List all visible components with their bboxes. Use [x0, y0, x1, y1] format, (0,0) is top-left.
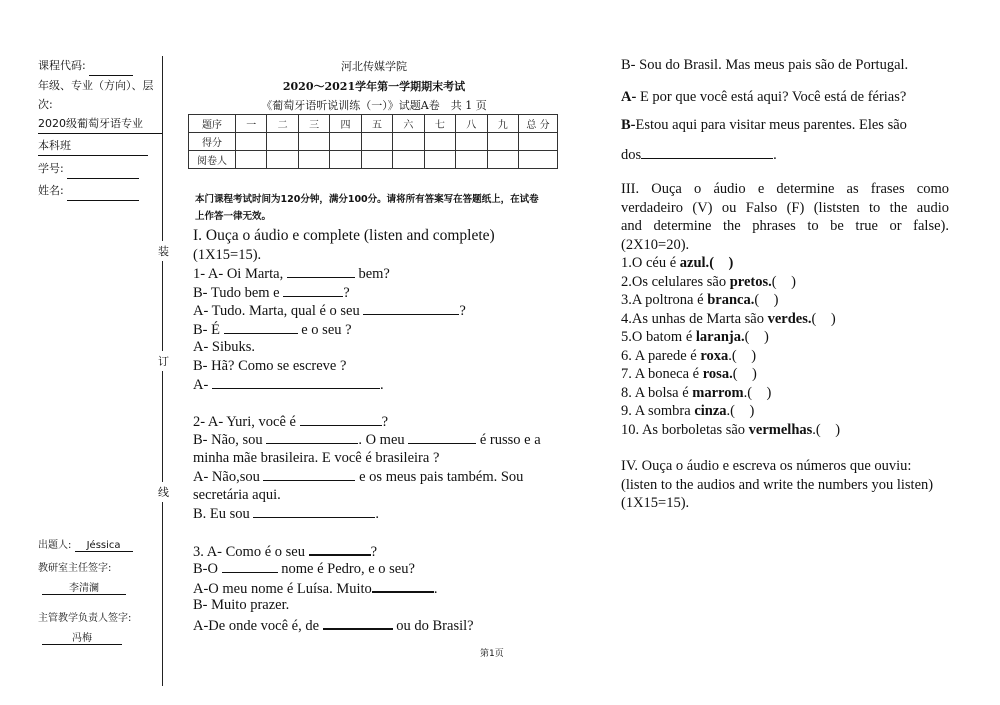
answer-blank[interactable]: [323, 615, 393, 630]
score-table-score-row: [189, 133, 558, 151]
dialogue-line: B. Eu sou .: [193, 506, 380, 522]
score-cell[interactable]: [298, 133, 329, 151]
score-header-cell: 一: [236, 115, 267, 133]
answer-blank[interactable]: [300, 412, 382, 426]
section-4: [621, 457, 949, 513]
answer-box[interactable]: ( ): [732, 366, 757, 382]
section-1-points: (1X15=15).: [193, 246, 262, 263]
answer-blank[interactable]: [253, 504, 375, 518]
answer-box[interactable]: .( ): [812, 421, 841, 438]
notice-line: 上作答一律无效。: [195, 211, 272, 222]
binding-char-ding: 订: [158, 351, 169, 371]
dialogue-3: [193, 541, 558, 634]
student-id-label: 学号:: [38, 162, 64, 175]
answer-blank[interactable]: [222, 559, 278, 573]
exam-term: 2020～2021学年第一学期期末考试: [282, 80, 466, 93]
left-panel: [38, 56, 162, 201]
grader-cell[interactable]: [298, 151, 329, 169]
grader-cell[interactable]: [393, 151, 424, 169]
true-false-item: 1.O céu é azul.( ): [621, 255, 734, 271]
answer-box[interactable]: .( ): [743, 384, 772, 401]
score-header-cell: 题序: [189, 115, 236, 133]
score-cell[interactable]: [330, 133, 361, 151]
binding-char-zhuang: 装: [158, 241, 169, 261]
score-header-cell: 二: [267, 115, 298, 133]
student-id-field[interactable]: [67, 159, 139, 179]
answer-blank[interactable]: [283, 283, 343, 297]
answer-box[interactable]: ( ): [754, 292, 779, 308]
answer-box[interactable]: ( ): [771, 273, 796, 290]
true-false-item: 10. As borboletas são vermelhas.( ): [621, 421, 841, 438]
dialogue-line: B-O nome é Pedro, e o seu?: [193, 561, 415, 577]
section-3-points: (2X10=20).: [621, 236, 690, 253]
binding-char-xian: 线: [158, 482, 169, 502]
course-code-label: 课程代码:: [38, 59, 86, 72]
answer-blank[interactable]: [408, 430, 476, 444]
dialogue-line: A- Tudo. Marta, qual é o seu ?: [193, 303, 466, 319]
dialogue-line: B- Não, sou . O meu é russo e a: [193, 432, 541, 448]
score-cell[interactable]: [487, 133, 519, 151]
binding-line: [162, 56, 163, 686]
leader-value: 冯梅: [42, 629, 122, 645]
setter-value: Jéssica: [75, 540, 133, 552]
score-cell[interactable]: [456, 133, 487, 151]
score-cell[interactable]: [267, 133, 298, 151]
leader-value-row: [38, 629, 162, 645]
section-1-heading: I. Ouça o áudio e complete (listen and complete): [193, 227, 495, 244]
score-header-cell: 八: [456, 115, 487, 133]
answer-blank[interactable]: [224, 320, 298, 334]
score-cell[interactable]: [361, 133, 392, 151]
name-row: [38, 181, 162, 201]
school-name: 河北传媒学院: [341, 60, 407, 73]
dialogue-line: A-De onde você é, de ou do Brasil?: [193, 615, 558, 634]
answer-blank[interactable]: [363, 301, 459, 315]
answer-blank[interactable]: [212, 375, 380, 389]
section-3-heading: and determine the phrases to be true or false).: [621, 218, 949, 234]
answer-blank[interactable]: [263, 467, 355, 481]
dialogue-2: [193, 412, 558, 523]
answer-blank[interactable]: [266, 430, 358, 444]
exam-course: 《葡萄牙语听说训练（一）》试题A卷 共 1 页: [261, 99, 487, 112]
true-false-item: 7. A boneca é rosa.( ): [621, 366, 757, 382]
name-label: 姓名:: [38, 184, 64, 197]
score-header-cell: 六: [393, 115, 424, 133]
notice-line: 本门课程考试时间为120分钟，满分100分。请将所有答案写在答题纸上，在试卷: [195, 194, 539, 205]
grade-value: 2020级葡萄牙语专业: [38, 114, 162, 134]
right-column: [621, 56, 949, 513]
score-table: [188, 114, 558, 169]
dialogue-line: 2- A- Yuri, você é ?: [193, 413, 389, 430]
grade-label: 年级、专业（方向）、层: [38, 79, 154, 92]
true-false-item: 6. A parede é roxa.( ): [621, 347, 757, 364]
section-3-heading: verdadeiro (V) ou Falso (F) (liststen to the audio: [621, 199, 949, 216]
dialogue-line: A- Sibuks.: [193, 339, 256, 355]
score-header-cell: 五: [361, 115, 392, 133]
score-table-grader-row: [189, 151, 558, 169]
true-false-item: 5.O batom é laranja.( ): [621, 329, 769, 345]
dialogue-line: A- Não,sou e os meus pais também. Sou: [193, 469, 524, 485]
section-3-heading: III. Ouça o áudio e determine as frases como: [621, 181, 949, 197]
score-header-cell: 四: [330, 115, 361, 133]
grader-cell[interactable]: [330, 151, 361, 169]
name-field[interactable]: [67, 181, 139, 201]
true-false-item: 9. A sombra cinza.( ): [621, 403, 755, 419]
dialogue-line: B- Sou do Brasil. Mas meus pais são de Portugal.: [621, 57, 909, 73]
answer-box[interactable]: .( ): [726, 403, 755, 419]
dialogue-line: 1- A- Oi Marta, bem?: [193, 266, 390, 282]
score-header-cell: 九: [487, 115, 519, 133]
dialogue-line: minha mãe brasileira. E você é brasileira ?: [193, 449, 440, 466]
score-header-cell: 总 分: [519, 115, 558, 133]
dialogue-line: B- É e o seu ?: [193, 321, 352, 338]
dialogue-line: 3. A- Como é o seu ?: [193, 541, 558, 560]
director-value-row: [38, 579, 162, 595]
section-1: [193, 227, 558, 633]
score-row-label: 得分: [189, 133, 236, 151]
section-4-points: (1X15=15).: [621, 495, 690, 511]
course-code-field[interactable]: [89, 56, 133, 76]
dialogue-1: [193, 264, 558, 394]
exam-notice: [195, 191, 560, 225]
grader-cell[interactable]: [236, 151, 267, 169]
leader-label: 主管教学负责人签字:: [38, 613, 132, 624]
course-code-row: [38, 56, 162, 76]
answer-box[interactable]: ( ): [709, 255, 734, 271]
score-cell[interactable]: [393, 133, 424, 151]
dialogue-line: secretária aqui.: [193, 486, 281, 503]
dialogue-line: B- Hã? Como se escreve ?: [193, 357, 347, 374]
answer-blank[interactable]: [641, 145, 773, 159]
answer-blank[interactable]: [372, 578, 434, 593]
score-cell[interactable]: [519, 133, 558, 151]
student-id-row: [38, 159, 162, 179]
true-false-item: 8. A bolsa é marrom.( ): [621, 384, 772, 401]
true-false-item: 2.Os celulares são pretos.( ): [621, 273, 796, 290]
section-3: [621, 180, 949, 439]
setter-label: 出题人:: [38, 540, 72, 551]
degree-value: 本科班: [38, 136, 148, 156]
score-cell[interactable]: [424, 133, 455, 151]
grader-row-label: 阅卷人: [189, 151, 236, 169]
true-false-item: 4.As unhas de Marta são verdes.( ): [621, 310, 836, 327]
dialogue-line: A- .: [193, 377, 384, 393]
director-value: 李清澜: [42, 579, 126, 595]
page-footer: 第1页: [480, 649, 504, 659]
score-header-cell: 三: [298, 115, 329, 133]
setter-row: [38, 536, 162, 552]
section-4-heading: IV. Ouça o áudio e escreva os números que ouviu:: [621, 458, 912, 474]
dialogue-line: A- E por que você está aqui? Você está de férias?: [621, 88, 907, 105]
score-header-cell: 七: [424, 115, 455, 133]
section-4-heading: (listen to the audios and write the numbers you listen): [621, 476, 934, 493]
grader-cell[interactable]: [519, 151, 558, 169]
answer-blank[interactable]: [287, 264, 355, 278]
grader-cell[interactable]: [456, 151, 487, 169]
dialogue-line: B- Muito prazer.: [193, 597, 290, 613]
score-table-header-row: [189, 115, 558, 133]
dialogue-line: B-Estou aqui para visitar meus parentes. Eles são: [621, 117, 907, 133]
true-false-item: 3.A poltrona é branca.( ): [621, 292, 779, 308]
signature-block: [38, 536, 162, 645]
answer-box[interactable]: ( ): [811, 310, 836, 327]
answer-box[interactable]: .( ): [728, 347, 757, 364]
grader-cell[interactable]: [267, 151, 298, 169]
dialogue-line: B- Tudo bem e ?: [193, 284, 350, 301]
dialogue-line: dos .: [621, 146, 777, 163]
grader-cell[interactable]: [424, 151, 455, 169]
dialogue-line: A-O meu nome é Luísa. Muito .: [193, 578, 558, 597]
director-label: 教研室主任签字:: [38, 563, 112, 574]
answer-box[interactable]: ( ): [744, 329, 769, 345]
score-cell[interactable]: [236, 133, 267, 151]
grader-cell[interactable]: [487, 151, 519, 169]
grader-cell[interactable]: [361, 151, 392, 169]
level-label: 次:: [38, 98, 53, 111]
answer-blank[interactable]: [309, 541, 371, 556]
